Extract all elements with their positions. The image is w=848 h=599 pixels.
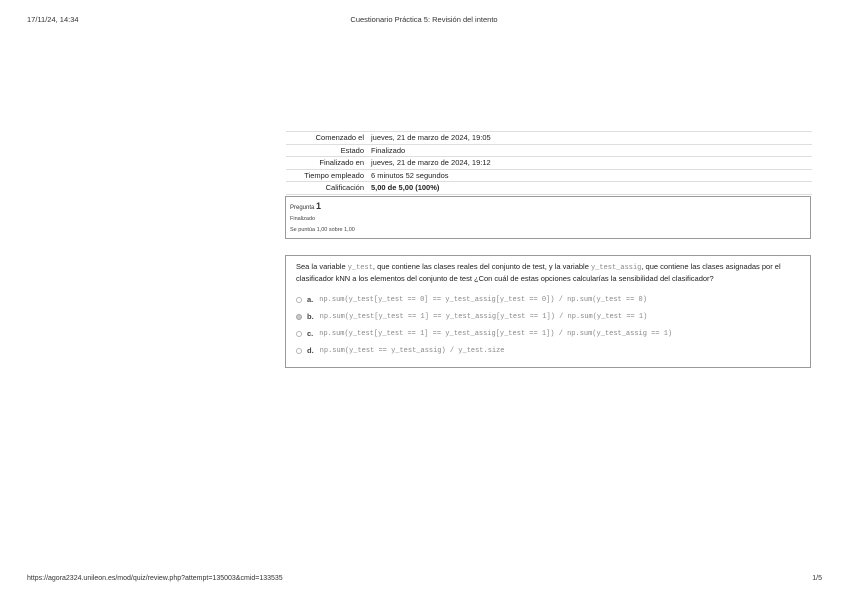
summary-label: Comenzado el: [286, 132, 368, 145]
summary-row-state: [286, 144, 812, 157]
page-number: 1/5: [812, 575, 822, 582]
summary-label: Calificación: [286, 182, 368, 195]
answer-letter: c.: [307, 329, 314, 338]
question-text-part: , que contiene las clases asignadas por el clasificador kNN a los elementos del conjunto de test ¿Con cuál de estas opciones calcularías la sensibilidad del clasificador?: [296, 262, 781, 283]
answer-option-a[interactable]: [296, 291, 800, 308]
question-text-part: , que contiene las clases reales del conjunto de test, y la variable: [372, 262, 591, 271]
radio-button[interactable]: [296, 331, 302, 337]
question-label: Pregunta: [290, 205, 315, 211]
summary-label: Tiempo empleado: [286, 169, 368, 182]
summary-row-started: [286, 132, 812, 145]
summary-value: jueves, 21 de marzo de 2024, 19:12: [368, 157, 812, 170]
summary-value: jueves, 21 de marzo de 2024, 19:05: [368, 132, 812, 145]
summary-row-grade: [286, 182, 812, 195]
radio-button[interactable]: [296, 348, 302, 354]
answer-option-c[interactable]: [296, 325, 800, 342]
question-content-box: [285, 255, 811, 368]
answer-list: [296, 291, 800, 359]
question-number-value: 1: [316, 201, 322, 211]
answer-code: np.sum(y_test[y_test == 0] == y_test_assig[y_test == 0]) / np.sum(y_test == 0): [319, 295, 647, 304]
answer-option-d[interactable]: [296, 342, 800, 359]
page-title: Cuestionario Práctica 5: Revisión del intento: [350, 15, 498, 24]
question-state: Finalizado: [290, 216, 316, 222]
summary-value: Finalizado: [368, 144, 812, 157]
question-number: [290, 201, 806, 211]
answer-code: np.sum(y_test[y_test == 1] == y_test_assig[y_test == 1]) / np.sum(y_test_assig == 1): [319, 329, 673, 338]
answer-letter: b.: [307, 312, 314, 321]
summary-row-time: [286, 169, 812, 182]
radio-button[interactable]: [296, 297, 302, 303]
answer-letter: a.: [307, 295, 314, 304]
code-y-test-assig: y_test_assig: [590, 264, 642, 272]
summary-row-finished: [286, 157, 812, 170]
summary-label: Finalizado en: [286, 157, 368, 170]
answer-code: np.sum(y_test[y_test == 1] == y_test_assig[y_test == 1]) / np.sum(y_test == 1): [319, 312, 648, 321]
code-y-test: y_test: [347, 264, 373, 272]
question-info-box: [285, 196, 811, 239]
summary-label: Estado: [286, 144, 368, 157]
summary-value: 6 minutos 52 segundos: [368, 169, 812, 182]
print-datetime: 17/11/24, 14:34: [27, 15, 79, 24]
question-text: [296, 262, 800, 284]
question-grade: Se puntúa 1,00 sobre 1,00: [290, 227, 355, 233]
attempt-summary-table: [286, 131, 812, 195]
answer-option-b[interactable]: [296, 308, 800, 325]
answer-code: np.sum(y_test == y_test_assig) / y_test.size: [319, 346, 505, 355]
answer-letter: d.: [307, 346, 314, 355]
question-text-part: Sea la variable: [296, 262, 348, 271]
summary-value: 5,00 de 5,00 (100%): [368, 182, 812, 195]
radio-button-selected[interactable]: [296, 314, 302, 320]
footer-url: https://agora2324.unileon.es/mod/quiz/review.php?attempt=135003&cmid=133535: [27, 575, 283, 582]
